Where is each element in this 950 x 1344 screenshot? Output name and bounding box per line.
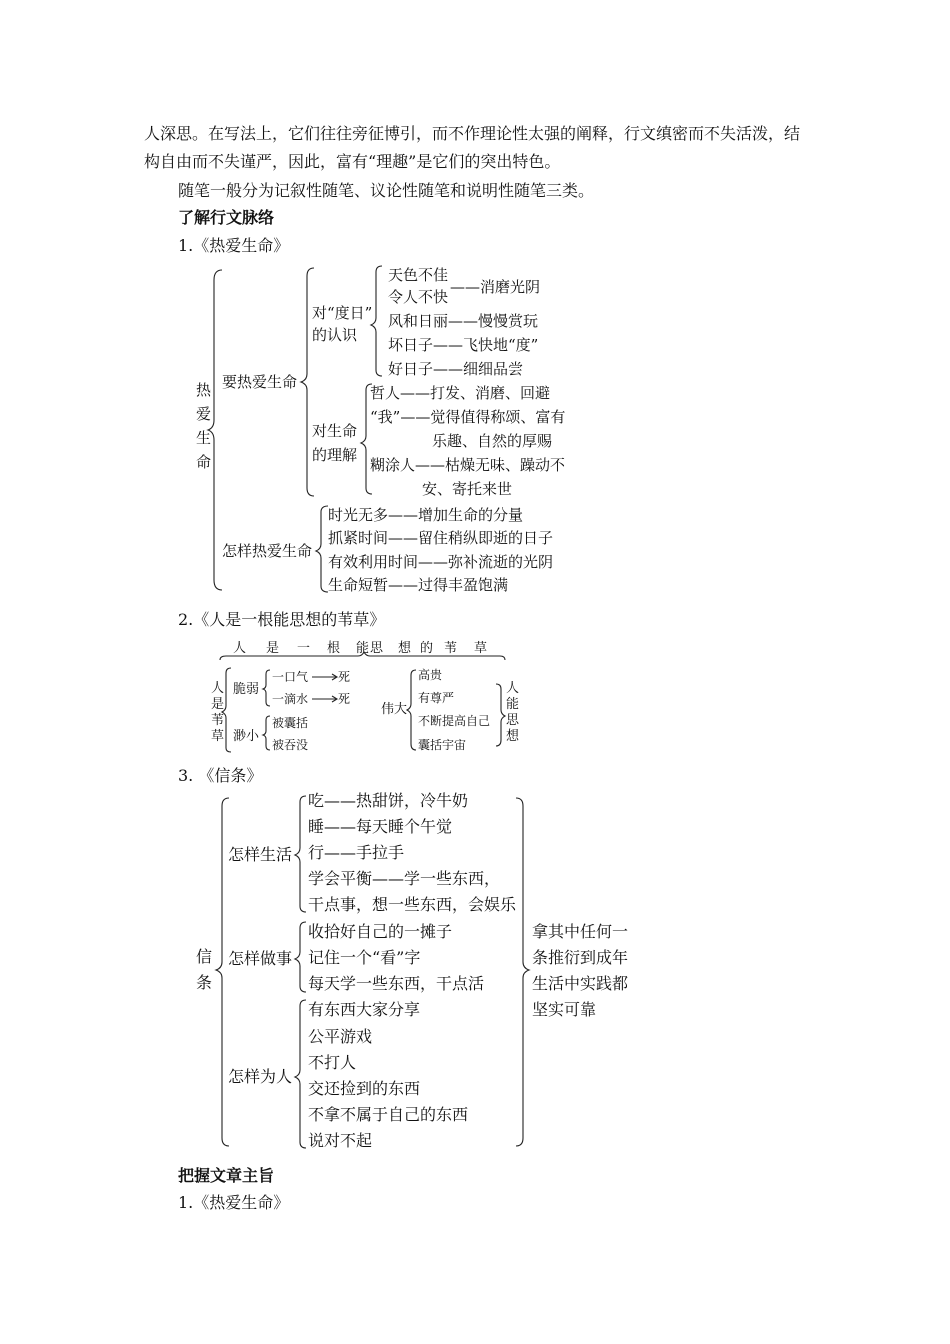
d3-g1-item: 睡——每天睡个午觉 (308, 817, 453, 836)
d2-brittle-item: 一滴水 (272, 692, 309, 706)
d3-g3-item: 有东西大家分享 (308, 1000, 421, 1019)
section-heading-theme: 把握文章主旨 (178, 1166, 275, 1185)
d3-g3-item: 说对不起 (308, 1131, 373, 1150)
d1-a1-item: 天色不佳 (388, 266, 449, 284)
d3-conclusion: 条推衍到成年 (532, 948, 629, 967)
d3-group-2: 怎样做事 (228, 949, 293, 968)
d3-g3-item: 公平游戏 (308, 1027, 373, 1046)
d1-b-item: 生命短暂——过得丰盈饱满 (328, 576, 509, 594)
d3-g3-item: 交还捡到的东西 (308, 1079, 421, 1098)
d1-branch-a: 要热爱生命 (222, 373, 298, 391)
intro-line-1: 人深思。在写法上，它们往往旁征博引，而不作理论性太强的阐释，行文缜密而不失活泼，结 (144, 124, 801, 143)
d1-sub-a1: 的认识 (312, 326, 358, 344)
d3-g1-item: 吃——热甜饼，冷牛奶 (308, 791, 469, 810)
d1-b-item: 时光无多——增加生命的分量 (328, 506, 524, 524)
d1-a1-item: 风和日丽——慢慢赏玩 (388, 312, 539, 330)
d2-right-root: 思 (506, 713, 520, 728)
item-title-3: 3. 《信条》 (178, 766, 263, 785)
d2-brittle: 脆弱 (233, 682, 260, 697)
d1-sub-a1: 对“度日” (312, 304, 373, 322)
d1-a2-item: 哲人——打发、消磨、回避 (370, 384, 551, 402)
d2-great-item: 高贵 (418, 668, 443, 682)
d2-right-root: 人 (506, 681, 520, 696)
d2-great-item: 有尊严 (418, 691, 455, 705)
d2-title-char: 草 (474, 641, 488, 656)
d3-g3-item: 不打人 (308, 1053, 357, 1072)
d3-g1-item: 干点事，想一些东西，会娱乐 (308, 895, 517, 914)
d3-brace-g3 (295, 1000, 306, 1148)
d2-title-char: 思 (370, 641, 384, 656)
d1-b-item: 抓紧时间——留住稍纵即逝的日子 (328, 529, 554, 547)
d2-tiny: 渺小 (233, 729, 260, 744)
d1-branch-b: 怎样热爱生命 (222, 542, 313, 560)
d3-g2-item: 收拾好自己的一摊子 (308, 922, 453, 941)
intro-line-3: 随笔一般分为记叙性随笔、议论性随笔和说明性随笔三类。 (178, 181, 595, 200)
d2-right-root: 能 (506, 697, 520, 712)
d2-brittle-item: 一口气 (272, 670, 309, 684)
item-title-2: 2.《人是一根能思想的苇草》 (178, 610, 386, 629)
d2-right-root: 想 (506, 729, 520, 744)
intro-line-2: 构自由而不失谨严，因此，富有“理趣”是它们的突出特色。 (144, 152, 561, 171)
d3-g1-item: 行——手拉手 (308, 843, 405, 862)
d3-brace-g1 (295, 796, 306, 912)
d1-a2-item: “我”——觉得值得称颂、富有 (370, 408, 566, 426)
d1-sub-a2: 对生命 (312, 422, 358, 440)
d2-title-char: 能 (356, 641, 370, 656)
d3-conclusion: 坚实可靠 (532, 1000, 597, 1019)
d2-brittle-item: 死 (338, 670, 351, 684)
d2-great: 伟大 (381, 702, 408, 717)
d2-left-root: 是 (211, 697, 225, 712)
d2-title-char: 人 (233, 641, 247, 656)
d1-a1-item: ——消磨光阴 (450, 278, 541, 296)
section-heading-structure: 了解行文脉络 (178, 208, 275, 227)
d2-title-char: 根 (327, 641, 341, 656)
d3-g2-item: 每天学一些东西，干点活 (308, 974, 485, 993)
d2-title-char: 的 (420, 641, 434, 656)
d3-root-char: 信 (196, 947, 213, 966)
d2-title-char: 苇 (444, 641, 458, 656)
d1-a2-item: 糊涂人——枯燥无味、躁动不 (370, 456, 566, 474)
d2-brittle-item: 死 (338, 692, 351, 706)
d3-g2-item: 记住一个“看”字 (308, 948, 421, 967)
d3-g1-item: 学会平衡——学一些东西， (308, 869, 501, 888)
d1-root-char: 爱 (196, 405, 212, 423)
d2-left-root: 草 (211, 729, 225, 744)
d3-conclusion: 拿其中任何一 (532, 922, 629, 941)
d1-a1-item: 好日子——细细品尝 (388, 360, 524, 378)
d1-a2-item: 安、寄托来世 (422, 480, 513, 498)
d1-sub-a2: 的理解 (312, 446, 358, 464)
d2-great-item: 不断提高自己 (418, 714, 491, 728)
d2-title-char: 是 (266, 641, 280, 656)
d3-conclusion: 生活中实践都 (532, 974, 629, 993)
d2-title-char: 想 (398, 641, 412, 656)
d2-left-root: 苇 (211, 713, 225, 728)
d3-group-1: 怎样生活 (228, 845, 293, 864)
item-title-theme-1: 1.《热爱生命》 (178, 1193, 290, 1212)
d1-a2-item: 乐趣、自然的厚赐 (432, 432, 553, 450)
d2-tiny-item: 被吞没 (272, 738, 309, 752)
d1-root-char: 生 (196, 429, 212, 447)
d3-group-3: 怎样为人 (228, 1067, 293, 1086)
d1-root-char: 热 (196, 381, 212, 399)
d1-b-item: 有效利用时间——弥补流逝的光阴 (328, 553, 554, 571)
d3-root-char: 条 (196, 973, 213, 992)
d3-g3-item: 不拿不属于自己的东西 (308, 1105, 469, 1124)
d3-brace-g2 (295, 922, 306, 992)
d3-right-brace (516, 798, 529, 1146)
d1-a1-item: 令人不快 (388, 288, 449, 306)
d2-left-root: 人 (211, 681, 225, 696)
d1-a1-item: 坏日子——飞快地“度” (388, 336, 539, 354)
d2-title-char: 一 (297, 641, 311, 656)
d2-great-item: 囊括宇宙 (418, 738, 467, 752)
d1-root-char: 命 (196, 453, 212, 471)
d2-tiny-item: 被囊括 (272, 716, 309, 730)
item-title-1: 1.《热爱生命》 (178, 236, 290, 255)
